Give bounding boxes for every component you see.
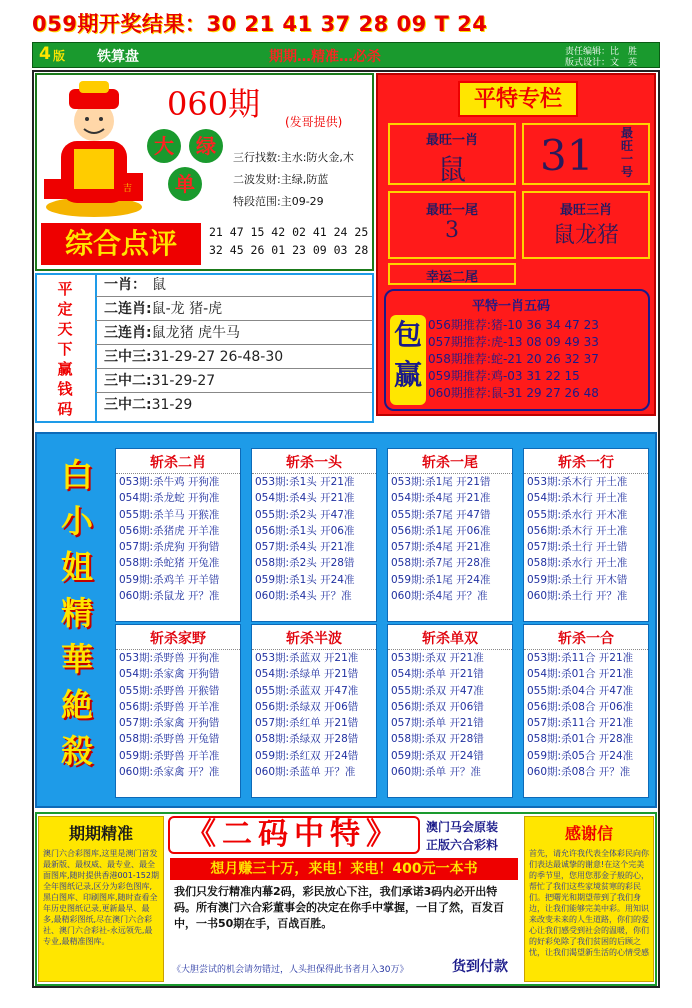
kill-card-row: 053期:杀11合 开21准 — [527, 652, 634, 664]
best-tail-box — [388, 191, 516, 259]
tag-official-data: 正版六合彩料 — [426, 838, 499, 852]
kill-card-row: 057期:杀红单 开21错 — [255, 717, 359, 730]
best-number-value: 31 — [540, 131, 594, 180]
kill-card-row: 060期:杀08合 开？准 — [527, 766, 631, 779]
fortune-god-illustration — [39, 79, 149, 219]
kill-card-row: 059期:杀1尾 开24准 — [391, 573, 491, 586]
kill-card-title: 斩杀一合 — [524, 628, 648, 650]
kill-card-row: 057期:杀土行 开土错 — [527, 541, 628, 554]
kill-card-row: 054期:杀4头 开21准 — [255, 492, 355, 505]
best-zodiac-value: 鼠 — [437, 153, 466, 186]
best-three-value: 鼠龙猪 — [552, 223, 619, 248]
kill-card-row: 056期:杀1头 开06准 — [255, 524, 355, 537]
kill-card-title: 斩杀一行 — [524, 452, 648, 474]
kill-card-row: 058期:杀蛇猪 开兔准 — [119, 557, 220, 570]
best-zodiac-box — [388, 123, 516, 185]
win-char-2: 赢 — [393, 358, 422, 391]
kill-card — [523, 624, 649, 798]
best-three-box — [522, 191, 650, 259]
issue-number: 060期 — [167, 85, 261, 123]
header — [0, 0, 692, 42]
kill-card-row: 057期:杀家禽 开狗错 — [119, 717, 220, 730]
best-three-label: 最旺三肖 — [559, 203, 612, 218]
accuracy-box — [38, 816, 164, 982]
kill-panel-vertical-title: 白小姐精華絶殺 — [60, 456, 93, 770]
line-elements: 三行找数:主水:防火金,木 — [233, 151, 354, 164]
kill-card-row: 055期:杀04合 开47准 — [527, 684, 634, 697]
kill-card-row: 058期:杀7尾 开28准 — [391, 557, 491, 570]
kill-card-row: 056期:杀猪虎 开羊准 — [119, 524, 220, 537]
kill-card-row: 059期:杀土行 开木错 — [527, 573, 628, 586]
kill-card-row: 057期:杀4头 开21准 — [255, 541, 355, 554]
circle-big: 大 — [147, 129, 181, 163]
kill-card-title: 斩杀单双 — [388, 628, 512, 650]
kill-card-row: 059期:杀红双 开24错 — [255, 749, 359, 762]
kill-card-row: 058期:杀2头 开28错 — [255, 557, 355, 570]
kill-card-title: 斩杀二肖 — [116, 452, 240, 474]
kill-card-row: 060期:杀家禽 开？准 — [119, 766, 220, 779]
edition-number: 4 — [39, 44, 51, 64]
call-now-banner: 想月赚三十万，来电！来电！400元一本书 — [170, 858, 518, 880]
accuracy-title: 期期精准 — [68, 824, 133, 843]
kill-card-row: 055期:杀野兽 开猴错 — [119, 684, 220, 697]
edition-name: 铁算盘 — [97, 49, 139, 65]
kill-card-row: 060期:杀蓝单 开？准 — [255, 766, 356, 779]
kill-card — [115, 448, 241, 622]
pingte-title: 平特专栏 — [458, 81, 578, 117]
kill-card-row: 055期:杀水行 开木准 — [527, 508, 628, 521]
table-row: 三连肖:鼠龙猪 虎牛马 — [96, 322, 372, 345]
editor-credit: 责任编辑：比 胜 — [565, 47, 638, 57]
numbers-row-2: 32 45 26 01 23 09 03 28 — [209, 243, 369, 257]
kill-card — [387, 448, 513, 622]
kill-card-row: 059期:杀双 开24错 — [391, 749, 484, 762]
kill-card — [115, 624, 241, 798]
kill-card-row: 060期:杀4头 开？准 — [255, 590, 352, 603]
kill-card-row: 056期:杀木行 开土准 — [527, 524, 628, 537]
line-range: 特段范围:主09-29 — [233, 195, 324, 208]
kill-card-row: 057期:杀虎狗 开狗错 — [119, 541, 220, 554]
kill-card-row: 055期:杀2头 开47准 — [255, 508, 355, 521]
kill-card-row: 053期:杀双 开21准 — [391, 652, 484, 664]
kill-card-row: 056期:杀双 开06错 — [391, 700, 484, 713]
svg-text:吉: 吉 — [123, 184, 133, 194]
circle-green: 绿 — [189, 129, 223, 163]
kill-card-row: 055期:杀7尾 开47错 — [391, 508, 491, 521]
tag-macau-original: 澳门马会原装 — [426, 820, 499, 834]
kill-card-row: 054期:杀01合 开21准 — [527, 668, 634, 681]
table-row: 三中二:31-29-27 — [96, 370, 372, 393]
kill-card-row: 059期:杀鸡羊 开羊错 — [119, 573, 220, 586]
five-row: 058期推荐:蛇-21 20 26 32 37 — [428, 352, 599, 366]
lucky-tail-box — [388, 263, 516, 285]
kill-card-row: 055期:杀羊马 开猴准 — [119, 508, 220, 521]
provider-note: (发哥提供) — [285, 115, 343, 129]
kill-card-row: 057期:杀11合 开21准 — [527, 717, 634, 730]
kill-card-row: 058期:杀01合 开28准 — [527, 733, 634, 746]
thanks-box — [524, 816, 654, 982]
kill-card-row: 054期:杀4尾 开21准 — [391, 492, 491, 505]
kill-card-row: 053期:杀蓝双 开21准 — [255, 652, 359, 664]
table-row: 二连肖:鼠-龙 猪-虎 — [96, 298, 372, 321]
kill-card-row: 053期:杀1头 开21准 — [255, 476, 355, 488]
five-code-box — [384, 289, 650, 411]
edition-band — [32, 42, 660, 68]
win-char-1: 包 — [393, 318, 422, 351]
kill-card-title: 斩杀家野 — [116, 628, 240, 650]
numbers-row-1: 21 47 15 42 02 41 24 25 — [209, 225, 369, 239]
five-row: 060期推荐:鼠-31 29 27 26 48 — [428, 386, 599, 400]
kill-card — [387, 624, 513, 798]
kill-card-row: 060期:杀单 开？准 — [391, 766, 481, 779]
kill-card-row: 054期:杀龙蛇 开狗准 — [119, 492, 220, 505]
kill-card-row: 053期:杀1尾 开21错 — [391, 476, 491, 488]
kill-card-row: 054期:杀绿单 开21错 — [255, 668, 359, 681]
circle-odd: 单 — [168, 167, 202, 201]
overview-banner: 综合点评 — [41, 223, 201, 265]
kill-card-row: 053期:杀野兽 开狗准 — [119, 652, 220, 664]
pingte-panel — [376, 73, 656, 416]
kill-card — [251, 448, 377, 622]
kill-card-row: 054期:杀单 开21错 — [391, 668, 484, 681]
kill-card-row: 054期:杀木行 开土准 — [527, 492, 628, 505]
two-code-ad — [168, 816, 520, 982]
best-number-box — [522, 123, 650, 185]
kill-card-row: 053期:杀牛鸡 开狗准 — [119, 476, 220, 488]
kill-card-row: 059期:杀05合 开24准 — [527, 749, 634, 762]
kill-card-row: 059期:杀1头 开24准 — [255, 573, 355, 586]
best-tail-value: 3 — [445, 218, 459, 243]
edition-slogan: 期期…精准…必杀 — [269, 49, 381, 65]
five-row: 059期推荐:鸡-03 31 22 15 — [428, 369, 580, 383]
win-code-vertical-title: 平定天下赢钱码 — [57, 280, 73, 418]
win-badge — [390, 315, 426, 405]
two-code-title: 《二码中特》 — [168, 816, 420, 854]
kill-card-row: 056期:杀绿双 开06错 — [255, 700, 359, 713]
kill-card — [523, 448, 649, 622]
five-code-title: 平特一肖五码 — [472, 299, 551, 314]
five-row: 057期推荐:虎-13 08 09 49 33 — [428, 335, 599, 349]
two-code-text: 二码中特 — [222, 817, 366, 852]
kill-panel — [35, 432, 657, 808]
best-number-label: 最旺一号 — [620, 126, 633, 179]
line-color-wave: 二波发财:主绿,防蓝 — [233, 173, 329, 186]
kill-card — [251, 624, 377, 798]
kill-card-row: 055期:杀蓝双 开47准 — [255, 684, 359, 697]
edition-suffix: 版 — [53, 49, 66, 63]
accuracy-text: 澳门六合彩图库,这里是澳门首发最新版、最权威、最专业、最全面图库,随时提供香港001-152期全年图纸记录,区分为彩色图库,黑白图库、印刷图库,随时查看全年历史图纸记录,更新最早、最多,最精彩图纸,尽在澳门六合彩社、澳门六合彩社-永远领先,最专业,最精准图库。 — [43, 849, 159, 946]
table-row: 三中三:31-29-27 26-48-30 — [96, 346, 372, 369]
best-zodiac-label: 最旺一肖 — [425, 133, 478, 148]
kill-card-row: 059期:杀野兽 开羊准 — [119, 749, 220, 762]
table-row: 三中二:31-29 — [104, 397, 193, 413]
kill-card-row: 057期:杀4尾 开21准 — [391, 541, 491, 554]
kill-card-row: 060期:杀4尾 开？准 — [391, 590, 488, 603]
lucky-tail-label: 幸运二尾 — [425, 270, 478, 285]
kill-card-row: 056期:杀08合 开06准 — [527, 700, 634, 713]
table-row: 一肖： 鼠 — [96, 274, 372, 297]
draw-result-title: 059期开奖结果：30 21 41 37 28 09 T 24 — [32, 12, 488, 36]
designer-credit: 版式设计：文 英 — [565, 58, 638, 68]
kill-card-title: 斩杀一头 — [252, 452, 376, 474]
kill-card-row: 056期:杀1尾 开06准 — [391, 524, 491, 537]
ad-footer: 《大胆尝试的机会请勿错过，人头担保得此书者月入30万》 — [172, 965, 409, 975]
five-row: 056期推荐:猪-10 36 34 47 23 — [428, 318, 599, 332]
kill-card-row: 058期:杀绿双 开28错 — [255, 733, 359, 746]
thanks-text: 首先，请允许我代表全体彩民向你们表达最诚挚的谢意!在这个完美的季节里，您用您那金子般的心，帮忙了我们这些家境贫寒的彩民们。把曙光和期望带到了我们身边，让我们能够完美中彩。用知识来改变未来的人生道路，你们的爱心让我们感受到社会的温暖，你们的好彩免除了我们贫困的后顾之忧，让我们渴望新生活的心情受感 — [529, 849, 649, 957]
thanks-title: 感谢信 — [564, 824, 613, 843]
kill-card-row: 060期:杀土行 开？准 — [527, 590, 628, 603]
kill-card-row: 054期:杀家禽 开狗错 — [119, 668, 220, 681]
best-tail-label: 最旺一尾 — [425, 203, 478, 218]
kill-card-row: 053期:杀木行 开土准 — [527, 476, 628, 488]
kill-card-title: 斩杀一尾 — [388, 452, 512, 474]
forecast-panel — [35, 73, 374, 271]
kill-card-row: 058期:杀水行 开土准 — [527, 557, 628, 570]
kill-card-title: 斩杀半波 — [252, 628, 376, 650]
kill-card-row: 056期:杀野兽 开羊准 — [119, 700, 220, 713]
kill-card-row: 060期:杀鼠龙 开？准 — [119, 590, 220, 603]
kill-card-row: 057期:杀单 开21错 — [391, 717, 484, 730]
kill-card-row: 058期:杀双 开28错 — [391, 733, 484, 746]
kill-card-row: 058期:杀野兽 开兔错 — [119, 733, 220, 746]
kill-card-row: 055期:杀双 开47准 — [391, 684, 484, 697]
cash-on-delivery: 货到付款 — [452, 959, 508, 975]
ad-body: 我们只发行精准内幕2码，彩民放心下注，我们承诺3码内必开出特码。所有澳门六合彩董事会的决定在你手中掌握，一目了然，百发百中，一书50期在手，百战百胜。 — [174, 885, 504, 930]
